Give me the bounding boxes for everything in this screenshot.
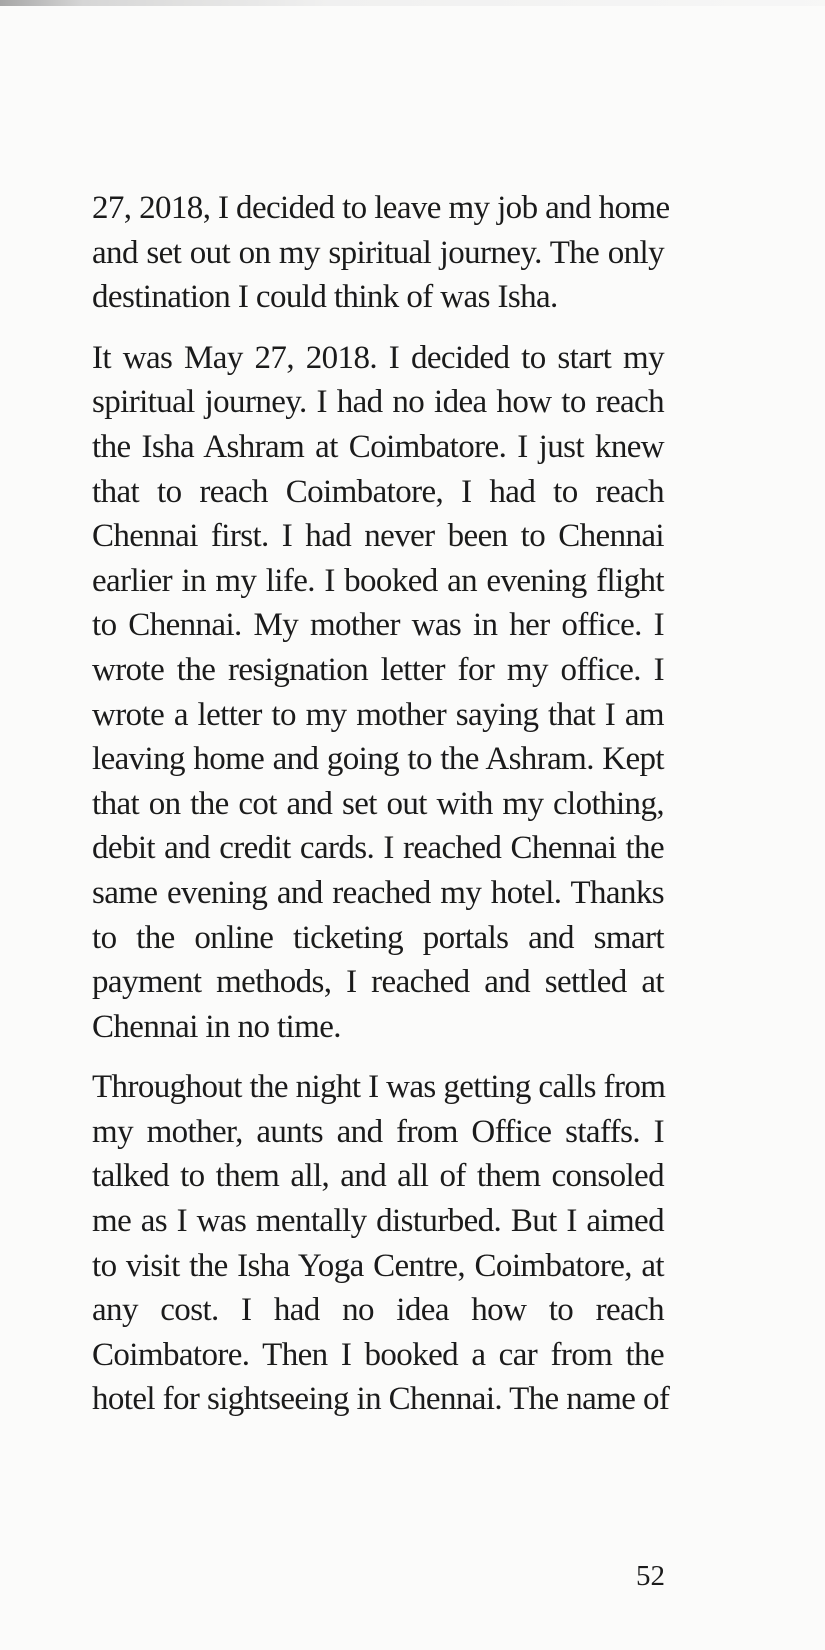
text-line: talked to them all, and all of them consoled — [92, 1158, 664, 1195]
text-line: destination I could think of was Isha. — [92, 279, 558, 316]
page-body-text — [92, 186, 670, 1438]
paragraph-2 — [92, 336, 664, 1050]
text-line: leaving home and going to the Ashram. Kept — [92, 741, 664, 778]
text-line: that on the cot and set out with my clothing, — [92, 785, 664, 822]
text-line: the Isha Ashram at Coimbatore. I just knew — [92, 428, 664, 465]
text-line: me as I was mentally disturbed. But I aimed — [92, 1203, 664, 1240]
page-top-edge — [0, 0, 825, 6]
text-line: spiritual journey. I had no idea how to reach — [92, 384, 664, 421]
paragraph-1 — [92, 186, 670, 320]
text-line: any cost. I had no idea how to reach — [92, 1292, 664, 1329]
text-line: my mother, aunts and from Office staffs. I — [92, 1113, 664, 1150]
text-line: to the online ticketing portals and smart — [92, 919, 664, 956]
text-line: debit and credit cards. I reached Chennai the — [92, 830, 664, 867]
text-line: payment methods, I reached and settled at — [92, 964, 664, 1001]
page-number: 52 — [636, 1560, 665, 1592]
text-line: to visit the Isha Yoga Centre, Coimbatore, at — [92, 1247, 664, 1284]
text-line: Throughout the night I was getting calls from — [92, 1069, 666, 1106]
text-line: hotel for sightseeing in Chennai. The name of — [92, 1381, 670, 1418]
paragraph-3 — [92, 1065, 670, 1422]
text-line: 27, 2018, I decided to leave my job and home — [92, 190, 670, 226]
text-line: wrote the resignation letter for my office. I — [92, 651, 664, 688]
text-line: Chennai in no time. — [92, 1008, 341, 1045]
text-line: Coimbatore. Then I booked a car from the — [92, 1336, 664, 1373]
text-line: and set out on my spiritual journey. The only — [92, 234, 664, 271]
text-line: Chennai first. I had never been to Chennai — [92, 518, 664, 555]
text-line: earlier in my life. I booked an evening flight — [92, 562, 664, 599]
text-line: that to reach Coimbatore, I had to reach — [92, 473, 664, 510]
text-line: wrote a letter to my mother saying that I am — [92, 696, 664, 733]
text-line: It was May 27, 2018. I decided to start my — [92, 339, 664, 376]
text-line: to Chennai. My mother was in her office. I — [92, 607, 664, 644]
text-line: same evening and reached my hotel. Thanks — [92, 874, 664, 911]
